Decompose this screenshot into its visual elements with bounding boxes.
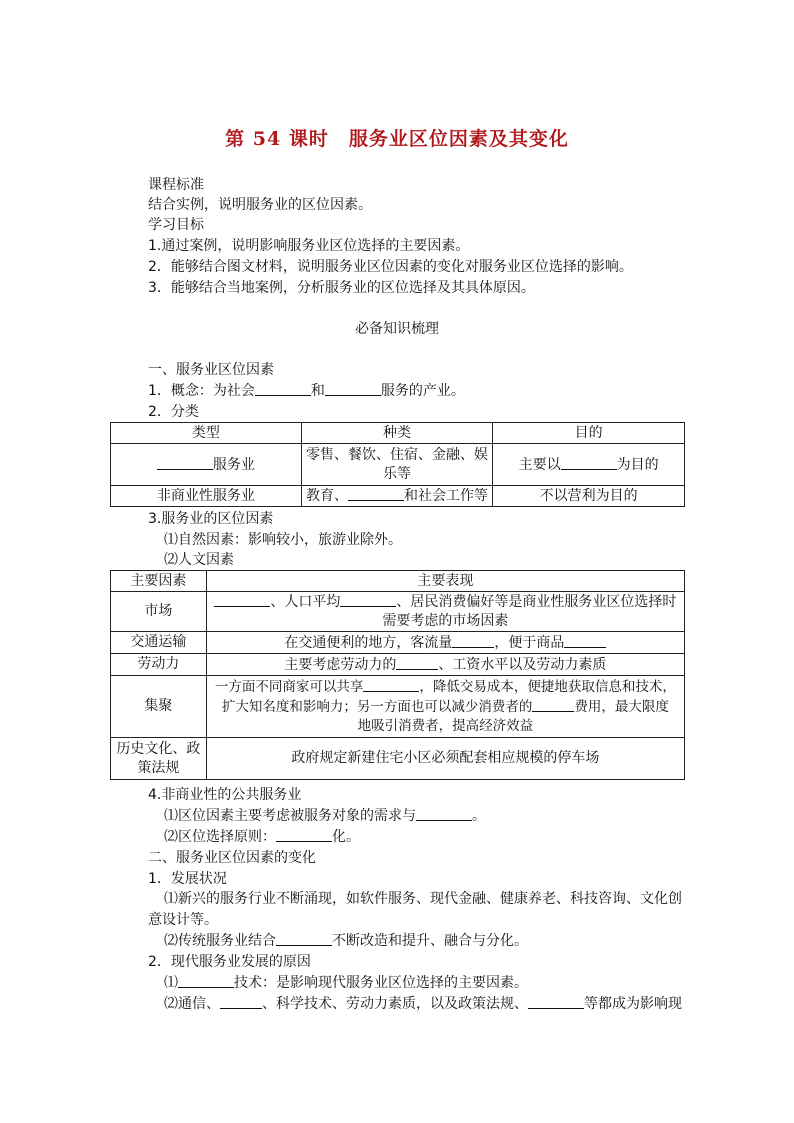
table-cell: [206, 592, 684, 632]
concept-line: [148, 381, 465, 401]
table-header: 类型: [111, 423, 302, 444]
table-header: 主要因素: [111, 571, 207, 592]
line-text: 化。: [332, 829, 360, 845]
blank: [532, 697, 574, 712]
cell-text: 、人口平均: [270, 594, 341, 610]
human-factors-table: [110, 570, 685, 780]
line-text: 等都成为影响现: [584, 996, 682, 1012]
line-text: ⑵区位选择原则：: [164, 829, 276, 845]
table-cell: 市场: [111, 592, 207, 632]
cell-text: 一方面不同商家可以共享: [214, 679, 364, 695]
status-line-1-cont: 意设计等。: [148, 912, 218, 928]
table-cell: 劳动力: [111, 654, 207, 676]
table-cell: [111, 444, 302, 486]
cell-text: 主要以: [518, 456, 561, 473]
factors-heading: 3.服务业的区位因素: [148, 511, 274, 527]
natural-factor: ⑴自然因素：影响较小，旅游业除外。: [164, 532, 402, 548]
line-text: ⑴: [164, 975, 178, 991]
goal-item-2: 2．能够结合图文材料，说明服务业区位因素的变化对服务业区位选择的影响。: [148, 259, 633, 275]
line-text: ⑴区位因素主要考虑被服务对象的需求与: [164, 808, 416, 824]
blank: [564, 633, 606, 648]
classify-heading: 2．分类: [148, 404, 199, 420]
table-cell: 非商业性服务业: [111, 486, 302, 507]
cell-text: 为目的: [616, 456, 659, 473]
concept-text-c: 服务的产业。: [380, 383, 465, 399]
table-header: 种类: [301, 423, 493, 444]
line-text: 。: [472, 808, 486, 824]
table-cell: [206, 654, 684, 676]
table-cell: [206, 676, 684, 738]
public-service-line-2: [164, 827, 360, 847]
blank: [276, 931, 332, 946]
blank: [561, 455, 617, 470]
part2-heading: 二、服务业区位因素的变化: [148, 850, 316, 866]
cell-text: 、工资水平以及劳动力素质: [438, 656, 607, 673]
cell-text: 扩大知名度和影响力；另一方面也可以减少消费者的: [221, 699, 533, 715]
goal-item-1: 1.通过案例，说明影响服务业区位选择的主要因素。: [148, 238, 470, 254]
blank: [157, 455, 213, 470]
blank: [276, 827, 332, 842]
public-service-line-1: [164, 806, 486, 826]
part1-heading: 一、服务业区位因素: [148, 362, 274, 378]
status-line-1: ⑴新兴的服务行业不断涌现，如软件服务、现代金融、健康养老、科技咨询、文化创: [164, 891, 682, 907]
status-line-2: [164, 931, 528, 951]
cell-text: ，降低交易成本，便捷地获取信息和技术，: [419, 679, 676, 695]
table-header: 主要表现: [206, 571, 684, 592]
line-text: 、科学技术、劳动力素质，以及政策法规、: [262, 996, 528, 1012]
cell-text: 策法规: [137, 759, 180, 776]
cell-text: 费用，最大限度: [574, 699, 669, 715]
cell-text: 、居民消费偏好等是商业性服务业区位选择时: [396, 594, 677, 610]
cell-text: 教育、: [305, 488, 348, 504]
blank: [452, 633, 494, 648]
table-header: 目的: [493, 423, 685, 444]
blank: [348, 486, 404, 501]
blank: [220, 994, 262, 1009]
cell-text: ，便于商品: [494, 634, 565, 651]
cell-text: 主要考虑劳动力的: [284, 656, 397, 673]
page-title: 第 54 课时 服务业区位因素及其变化: [225, 128, 569, 150]
cell-text: 在交通便利的地方，客流量: [284, 634, 453, 651]
line-text: ⑵传统服务业结合: [164, 933, 276, 949]
classification-table: [110, 422, 685, 507]
table-cell: [493, 444, 685, 486]
goal-item-3: 3．能够结合当地案例，分析服务业的区位选择及其具体原因。: [148, 280, 535, 296]
blank: [178, 973, 234, 988]
blank: [340, 592, 396, 607]
line-text: 技术：是影响现代服务业区位选择的主要因素。: [234, 975, 528, 991]
blank: [255, 381, 311, 396]
cell-text: 和社会工作等: [403, 488, 488, 504]
table-cell: 集聚: [111, 676, 207, 738]
concept-text-b: 和: [310, 383, 325, 399]
cell-text: 历史文化、政: [116, 740, 201, 757]
status-heading: 1．发展状况: [148, 871, 227, 887]
line-text: 不断改造和提升、融合与分化。: [332, 933, 528, 949]
section-title: 必备知识梳理: [355, 321, 439, 337]
cell-text: 服务业: [212, 456, 255, 473]
table-cell: [301, 486, 493, 507]
line-text: ⑵通信、: [164, 996, 220, 1012]
blank: [396, 655, 438, 670]
blank: [214, 592, 270, 607]
reason-heading: 2．现代服务业发展的原因: [148, 954, 311, 970]
public-service-heading: 4.非商业性的公共服务业: [148, 787, 302, 803]
cell-text: 需要考虑的市场因素: [382, 613, 509, 629]
human-factor: ⑵人文因素: [164, 552, 234, 568]
standard-text: 结合实例，说明服务业的区位因素。: [148, 197, 372, 213]
blank: [528, 994, 584, 1009]
blank: [363, 677, 419, 692]
reason-line-1: [164, 973, 528, 993]
blank: [416, 806, 472, 821]
table-cell: 不以营利为目的: [493, 486, 685, 507]
table-cell: [206, 632, 684, 654]
table-cell: 交通运输: [111, 632, 207, 654]
table-cell: 政府规定新建住宅小区必须配套相应规模的停车场: [206, 738, 684, 780]
goals-heading: 学习目标: [148, 217, 204, 233]
cell-text: 地吸引消费者，提高经济效益: [357, 718, 534, 734]
concept-text-a: 1．概念：为社会: [148, 383, 255, 399]
table-cell: [111, 738, 207, 780]
blank: [325, 381, 381, 396]
standard-heading: 课程标准: [148, 177, 204, 193]
table-cell: 零售、餐饮、住宿、金融、娱乐等: [301, 444, 493, 486]
reason-line-2: [164, 994, 682, 1014]
